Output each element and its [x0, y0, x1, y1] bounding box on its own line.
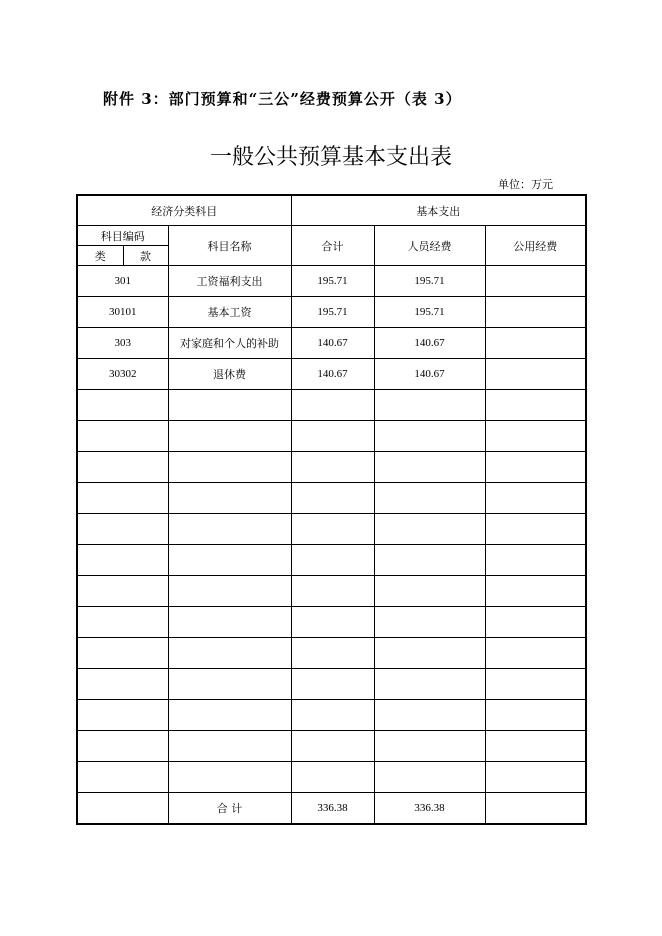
header-row-1 — [77, 195, 586, 226]
row-public — [485, 669, 586, 700]
row-code — [77, 669, 168, 700]
row-personnel — [374, 514, 485, 545]
total-row-label: 合 计 — [168, 793, 291, 825]
total-row — [77, 793, 586, 825]
row-public — [485, 545, 586, 576]
total-row-code — [77, 793, 168, 825]
row-code — [77, 576, 168, 607]
row-personnel — [374, 669, 485, 700]
header-total: 合计 — [291, 226, 374, 266]
row-public — [485, 421, 586, 452]
row-public — [485, 390, 586, 421]
row-code — [77, 700, 168, 731]
row-code — [77, 421, 168, 452]
row-public — [485, 452, 586, 483]
row-total: 140.67 — [291, 359, 374, 390]
total-row-personnel: 336.38 — [374, 793, 485, 825]
row-subject-name — [168, 607, 291, 638]
table-row — [77, 638, 586, 669]
row-total: 195.71 — [291, 266, 374, 297]
table-row — [77, 421, 586, 452]
row-total — [291, 514, 374, 545]
table-row — [77, 483, 586, 514]
row-personnel — [374, 638, 485, 669]
header-class: 类 — [77, 246, 123, 266]
row-total — [291, 731, 374, 762]
table-row — [77, 514, 586, 545]
row-subject-name — [168, 483, 291, 514]
row-subject-name — [168, 390, 291, 421]
row-subject-name — [168, 669, 291, 700]
unit-label: 单位：万元 — [498, 178, 553, 191]
row-code: 30302 — [77, 359, 168, 390]
row-total — [291, 576, 374, 607]
row-subject-name: 对家庭和个人的补助 — [168, 328, 291, 359]
row-personnel — [374, 607, 485, 638]
row-code: 303 — [77, 328, 168, 359]
row-total — [291, 483, 374, 514]
row-personnel — [374, 576, 485, 607]
header-public: 公用经费 — [485, 226, 586, 266]
row-public — [485, 266, 586, 297]
row-code — [77, 483, 168, 514]
row-subject-name — [168, 576, 291, 607]
row-code — [77, 638, 168, 669]
row-code — [77, 390, 168, 421]
table-row — [77, 669, 586, 700]
row-total — [291, 762, 374, 793]
row-personnel: 195.71 — [374, 297, 485, 328]
row-personnel — [374, 452, 485, 483]
row-personnel: 140.67 — [374, 328, 485, 359]
row-total — [291, 545, 374, 576]
attachment-title: 附件 3：部门预算和“三公”经费预算公开（表 3） — [103, 90, 462, 108]
table-row — [77, 545, 586, 576]
table-row — [77, 607, 586, 638]
row-subject-name — [168, 638, 291, 669]
row-total — [291, 607, 374, 638]
header-econ-category: 经济分类科目 — [77, 195, 291, 226]
row-public — [485, 328, 586, 359]
table-row — [77, 731, 586, 762]
row-public — [485, 762, 586, 793]
header-section: 款 — [123, 246, 168, 266]
row-public — [485, 483, 586, 514]
row-code — [77, 452, 168, 483]
table-row — [77, 390, 586, 421]
row-personnel — [374, 700, 485, 731]
row-personnel — [374, 545, 485, 576]
row-total — [291, 638, 374, 669]
row-total — [291, 452, 374, 483]
row-total: 195.71 — [291, 297, 374, 328]
row-personnel: 140.67 — [374, 359, 485, 390]
header-basic-expenditure: 基本支出 — [291, 195, 586, 226]
row-total — [291, 669, 374, 700]
row-personnel — [374, 762, 485, 793]
row-personnel — [374, 483, 485, 514]
header-row-2 — [77, 226, 586, 246]
row-total — [291, 390, 374, 421]
table-row — [77, 700, 586, 731]
row-personnel: 195.71 — [374, 266, 485, 297]
row-public — [485, 514, 586, 545]
row-total — [291, 421, 374, 452]
row-subject-name: 退休费 — [168, 359, 291, 390]
row-code: 30101 — [77, 297, 168, 328]
row-personnel — [374, 731, 485, 762]
row-public — [485, 359, 586, 390]
row-code: 301 — [77, 266, 168, 297]
row-subject-name — [168, 421, 291, 452]
row-public — [485, 638, 586, 669]
row-subject-name — [168, 700, 291, 731]
row-code — [77, 731, 168, 762]
row-code — [77, 545, 168, 576]
total-row-public — [485, 793, 586, 825]
row-public — [485, 297, 586, 328]
row-subject-name — [168, 514, 291, 545]
table-row — [77, 452, 586, 483]
table-row — [77, 576, 586, 607]
row-public — [485, 700, 586, 731]
row-subject-name: 工资福利支出 — [168, 266, 291, 297]
row-subject-name — [168, 545, 291, 576]
row-code — [77, 514, 168, 545]
row-total — [291, 700, 374, 731]
row-code — [77, 762, 168, 793]
row-subject-name — [168, 452, 291, 483]
row-subject-name — [168, 762, 291, 793]
page-title: 一般公共预算基本支出表 — [209, 145, 452, 170]
table-row — [77, 762, 586, 793]
header-personnel: 人员经费 — [374, 226, 485, 266]
table-row — [77, 266, 586, 297]
table-row — [77, 359, 586, 390]
table-row — [77, 297, 586, 328]
row-public — [485, 576, 586, 607]
header-subject-name: 科目名称 — [168, 226, 291, 266]
row-public — [485, 731, 586, 762]
table-row — [77, 328, 586, 359]
row-code — [77, 607, 168, 638]
total-row-total: 336.38 — [291, 793, 374, 825]
budget-table — [76, 194, 587, 825]
row-total: 140.67 — [291, 328, 374, 359]
row-personnel — [374, 421, 485, 452]
row-subject-name: 基本工资 — [168, 297, 291, 328]
row-personnel — [374, 390, 485, 421]
row-public — [485, 607, 586, 638]
row-subject-name — [168, 731, 291, 762]
header-subject-code: 科目编码 — [77, 226, 168, 246]
